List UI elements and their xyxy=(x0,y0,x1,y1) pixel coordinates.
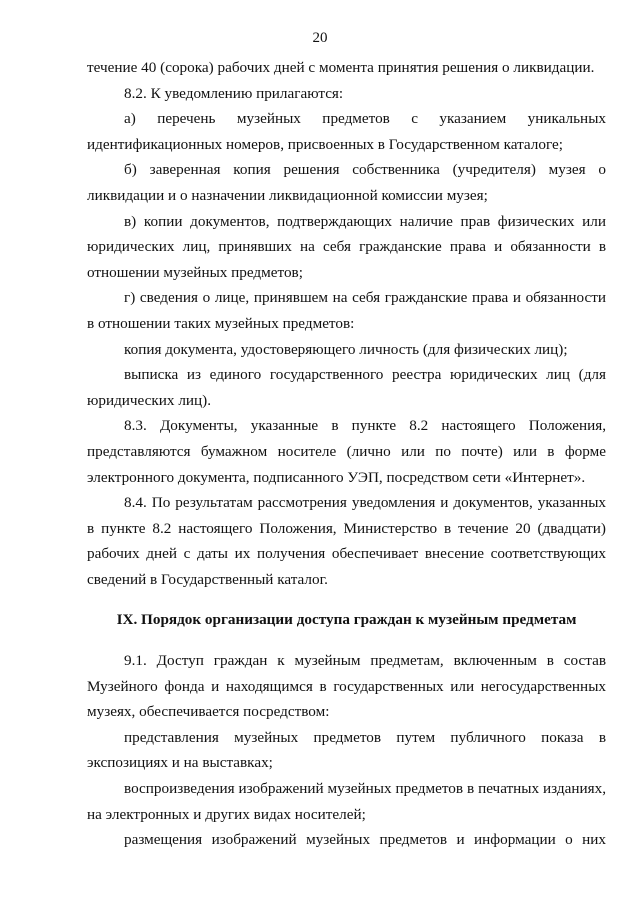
paragraph-9-1: 9.1. Доступ граждан к музейным предметам, включенным в состав Музейного фонда и находящимся в государственных или негосударственных музеях, обеспечивается посредством: xyxy=(87,652,606,721)
access-item-exhibition: представления музейных предметов путем публичного показа в экспозициях и на выставках; xyxy=(87,728,606,772)
paragraph-8-2: 8.2. К уведомлению прилагаются: xyxy=(124,84,344,102)
paragraph-8-3: 8.3. Документы, указанные в пункте 8.2 настоящего Положения, представляются бумажном носителе (лично или по почте) или в форме электронного документа, подписанного УЭП, посредством сети «Интернет». xyxy=(87,417,606,486)
paragraph-continuation: течение 40 (сорока) рабочих дней с момента принятия решения о ликвидации. xyxy=(87,59,595,76)
page-number: 20 xyxy=(312,30,328,46)
access-item-placement: размещения изображений музейных предметов и информации о них xyxy=(124,831,606,849)
paragraph-8-4: 8.4. По результатам рассмотрения уведомления и документов, указанных в пункте 8.2 настоящего Положения, Министерство в течение 20 (двадцати) рабочих дней с даты их получения обеспечивает внесение соответствующих сведений в Государственный каталог. xyxy=(87,494,606,588)
access-item-reproduction: воспроизведения изображений музейных предметов в печатных изданиях, на электронных и других видах носителей; xyxy=(87,780,606,823)
list-item-b: б) заверенная копия решения собственника (учредителя) музея о ликвидации и о назначении ликвидационной комиссии музея; xyxy=(87,161,606,204)
sub-item-registry-extract: выписка из единого государственного реестра юридических лиц (для юридических лиц). xyxy=(87,366,606,409)
section-heading: IX. Порядок организации доступа граждан к музейным предметам xyxy=(116,611,577,629)
document-body xyxy=(87,55,606,853)
sub-item-identity-copy: копия документа, удостоверяющего личность (для физических лиц); xyxy=(124,340,568,358)
list-item-v: в) копии документов, подтверждающих наличие прав физических или юридических лиц, принявших на себя гражданские права и обязанности в отношении музейных предметов; xyxy=(87,212,606,281)
list-item-g: г) сведения о лице, принявшем на себя гражданские права и обязанности в отношении таких музейных предметов: xyxy=(87,289,606,332)
list-item-a: а) перечень музейных предметов с указанием уникальных идентификационных номеров, присвоенных в Государственном каталоге; xyxy=(87,110,606,153)
